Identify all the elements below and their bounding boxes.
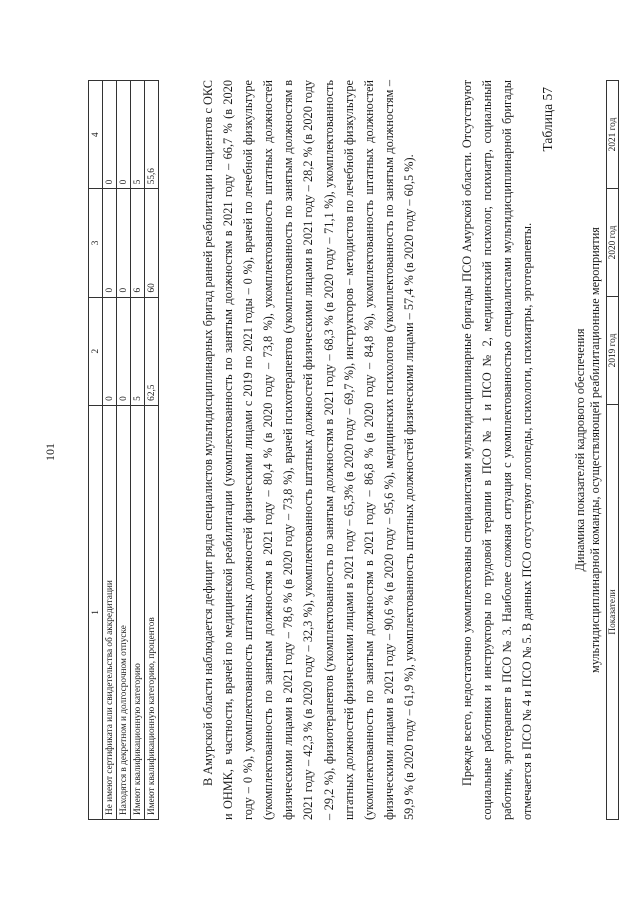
header-cell: 1 xyxy=(89,405,103,819)
cell-2020: 0 xyxy=(103,189,117,297)
cell-2021: 0 xyxy=(117,81,131,189)
table-row xyxy=(117,81,131,820)
table-header-row xyxy=(607,81,619,820)
header-cell-indicators: Показатели xyxy=(607,405,619,820)
row-label: Имеют квалификационную категорию xyxy=(131,405,145,819)
row-label: Не имеют сертификата или свидетельства об аккредитации xyxy=(103,405,117,819)
table-row xyxy=(145,81,159,820)
header-cell: 2 xyxy=(89,297,103,405)
header-cell-2020: 2020 год xyxy=(607,189,619,297)
cell-2019: 0 xyxy=(117,297,131,405)
row-label: Находятся в декретном и долгосрочном отпуске xyxy=(117,405,131,819)
cell-2019: 0 xyxy=(103,297,117,405)
cell-2019: 62,5 xyxy=(145,297,159,405)
table-caption-subtitle: мультидисциплинарной команды, осуществляющей реабилитационные мероприятия xyxy=(588,227,602,673)
table-caption-title: Динамика показателей кадрового обеспечения xyxy=(573,328,587,572)
body-paragraph: В Амурской области наблюдается дефицит ряда специалистов мультидисциплинарных бригад ранней реабилитации пациентов с ОКС и ОНМК, в частности, врачей по медицинской реабилитации (укомплектованность по занятым должностям в 2021 году – 66,7 % (в 2020 году – 0 %), укомплектованность штатных должностей физическими лицами с 2019 по 2021 годы – 0 %), врачей по лечебной физкультуре (укомплектованность по занятым должностям в 2021 году – 80,4 % (в 2020 году – 73,8 %), укомплектованность штатных должностей физическими лицами в 2021 году – 78,6 % (в 2020 году – 73,8 %), врачей психотерапевтов (укомплектованность по занятым должностям в 2021 году – 42,3 % (в 2020 году – 32,3 %), укомплектованность штатных должностей физическими лицами в 2021 году – 28,2 % (в 2020 году – 29,2 %), физиотерапевтов (укомплектованность по занятым должностям в 2021 году – 68,3 % (в 2020 году – 71,1 %), укомплектованность штатных должностей физическими лицами в 2021 году – 65,3% (в 2020 году – 69,7 %), инструкторов – методистов по лечебной физкультуре (укомплектованность по занятым должностям в 2021 году – 86,8 % (в 2020 году – 84,8 %), укомплектованность штатных должностей физическими лицами в 2021 году – 90,6 % (в 2020 году – 95,6 %), медицинских психологов (укомплектованность по занятым должностям – 59,9 % (в 2020 году – 61,9 %), укомплектованность штатных должностей физическими лицами – 57,4 % (в 2020 году – 60,5 %). xyxy=(201,80,416,820)
table-label: Таблица 57 xyxy=(540,87,555,152)
cell-2020: 0 xyxy=(117,189,131,297)
body-paragraph: Прежде всего, недостаточно укомплектованы специалистами мультидисциплинарные бригады ПСО Амурской области. Отсутствуют социальные работники и инструкторы по трудовой терапии в ПСО № 1 и ПСО № 2, медицинский психолог, психиатр, социальный работник, эрготерапевт в ПСО № 3. Наиболее сложная ситуация с укомплектованностью специалистами мультидисциплинарной бригады отмечается в ПСО № 4 и ПСО № 5. В данных ПСО отсутствуют логопеды, психологи, психиатры, эрготерапевты. xyxy=(460,80,535,820)
staffing-table-continued xyxy=(88,80,159,820)
header-cell-2021: 2021 год xyxy=(607,81,619,189)
cell-2020: 6 xyxy=(131,189,145,297)
staffing-dynamics-table xyxy=(606,80,619,820)
row-label: Имеют квалификационную категорию, процентов xyxy=(145,405,159,819)
header-cell: 3 xyxy=(89,189,103,297)
table-row xyxy=(103,81,117,820)
table-row xyxy=(131,81,145,820)
header-cell: 4 xyxy=(89,81,103,189)
table-header-row xyxy=(89,81,103,820)
cell-2021: 0 xyxy=(103,81,117,189)
header-cell-2019: 2019 год xyxy=(607,297,619,405)
cell-2020: 60 xyxy=(145,189,159,297)
cell-2019: 5 xyxy=(131,297,145,405)
page-number: 101 xyxy=(43,443,57,461)
cell-2021: 55,6 xyxy=(145,81,159,189)
cell-2021: 5 xyxy=(131,81,145,189)
